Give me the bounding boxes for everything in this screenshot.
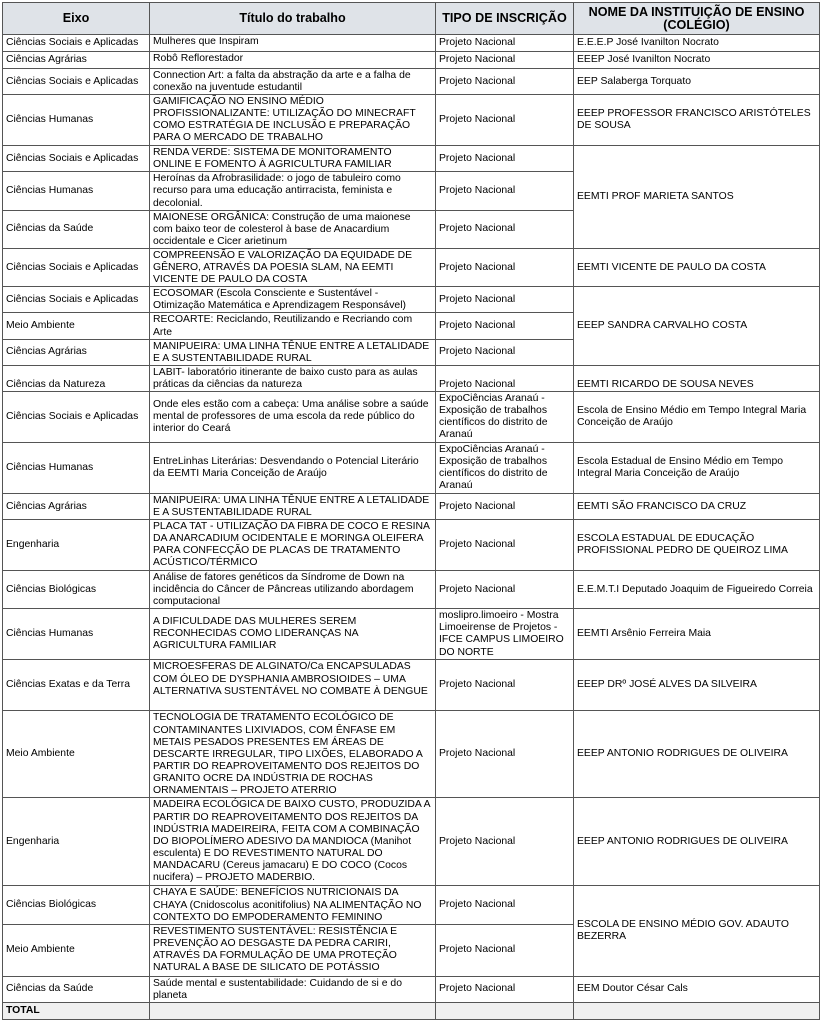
cell-tipo: Projeto Nacional [436,248,574,286]
cell-instituicao: EEEP SANDRA CARVALHO COSTA [574,287,820,366]
cell-titulo: Onde eles estão com a cabeça: Uma análise sobre a saúde mental de professores de uma escola da rede público do interior do Ceará [150,391,436,442]
cell-tipo: Projeto Nacional [436,95,574,146]
projects-table [2,2,820,1020]
header-eixo: Eixo [3,3,150,35]
cell-eixo: Ciências da Saúde [3,976,150,1002]
cell-tipo: Projeto Nacional [436,146,574,172]
table-row [3,95,820,146]
cell-instituicao: EEEP ANTONIO RODRIGUES DE OLIVEIRA [574,711,820,798]
cell-tipo: Projeto Nacional [436,660,574,711]
cell-titulo: Connection Art: a falta da abstração da arte e a falha de conexão na juventude estudantil [150,69,436,95]
cell-titulo: REVESTIMENTO SUSTENTÁVEL: RESISTÊNCIA E PREVENÇÃO AO DESGASTE DA PEDRA CARIRI, ATRAVÉS DA FORMULAÇÃO DE UMA PROTEÇÃO NATURAL A BASE DE SILICATO DE POTÁSSIO [150,924,436,976]
cell-tipo: Projeto Nacional [436,711,574,798]
table-row [3,886,820,924]
table-row [3,52,820,69]
table-row [3,365,820,391]
cell-eixo: Ciências Sociais e Aplicadas [3,391,150,442]
cell-tipo: moslipro.limoeiro - Mostra Limoeirense de Projetos - IFCE CAMPUS LIMOEIRO DO NORTE [436,609,574,660]
cell-titulo: LABIT- laboratório itinerante de baixo custo para as aulas práticas da ciências da natureza [150,365,436,391]
cell-eixo: Engenharia [3,520,150,571]
cell-eixo: Ciências Agrárias [3,339,150,365]
cell-tipo: Projeto Nacional [436,798,574,886]
header-instituicao: NOME DA INSTITUIÇÃO DE ENSINO (COLÉGIO) [574,3,820,35]
cell-titulo: Heroínas da Afrobrasilidade: o jogo de tabuleiro como recurso para uma educação antirracista, feminista e decolonial. [150,172,436,210]
cell-eixo: Ciências Sociais e Aplicadas [3,248,150,286]
cell-titulo: RENDA VERDE: SISTEMA DE MONITORAMENTO ONLINE E FOMENTO À AGRICULTURA FAMILIAR [150,146,436,172]
cell-eixo: Meio Ambiente [3,711,150,798]
cell-eixo: Ciências Humanas [3,442,150,493]
cell-titulo: MADEIRA ECOLÓGICA DE BAIXO CUSTO, PRODUZIDA A PARTIR DO REAPROVEITAMENTO DOS REJEITOS DA INDÚSTRIA MADEIREIRA, FEITA COM A COMBINAÇÃO DO BIOPOLÍMERO ADESIVO DA MANDIOCA (Manihot esculenta) E DO REVESTIMENTO NATURAL DO MANDACARU (Cereus jamacaru) E DO COCO (Cocos nucifera) – PROJETO MADERBIO. [150,798,436,886]
cell-titulo: Saúde mental e sustentabilidade: Cuidando de si e do planeta [150,976,436,1002]
cell-instituicao: EEMTI PROF MARIETA SANTOS [574,146,820,249]
table-row [3,493,820,519]
cell-titulo: CHAYA E SAÚDE: BENEFÍCIOS NUTRICIONAIS DA CHAYA (Cnidoscolus aconitifolius) NA ALIMENTAÇÃO NO CONTEXTO DO EMPODERAMENTO FEMININO [150,886,436,924]
cell-instituicao: ESCOLA DE ENSINO MÉDIO GOV. ADAUTO BEZERRA [574,886,820,976]
cell-titulo: MANIPUEIRA: UMA LINHA TÊNUE ENTRE A LETALIDADE E A SUSTENTABILIDADE RURAL [150,493,436,519]
header-row [3,3,820,35]
cell-eixo: Ciências Agrárias [3,493,150,519]
cell-titulo: MANIPUEIRA: UMA LINHA TÊNUE ENTRE A LETALIDADE E A SUSTENTABILIDADE RURAL [150,339,436,365]
cell-tipo: Projeto Nacional [436,69,574,95]
cell-eixo: Ciências Sociais e Aplicadas [3,287,150,313]
cell-eixo: Ciências Sociais e Aplicadas [3,146,150,172]
cell-tipo: ExpoCiências Aranaú - Exposição de trabalhos científicos do distrito de Aranaú [436,391,574,442]
header-titulo: Título do trabalho [150,3,436,35]
cell-eixo: Ciências Humanas [3,172,150,210]
table-row [3,248,820,286]
cell-instituicao: Escola Estadual de Ensino Médio em Tempo Integral Maria Conceição de Araújo [574,442,820,493]
cell-instituicao: EEEP PROFESSOR FRANCISCO ARISTÓTELES DE SOUSA [574,95,820,146]
total-empty-cell [150,1002,436,1019]
cell-tipo: Projeto Nacional [436,210,574,248]
cell-tipo: Projeto Nacional [436,493,574,519]
cell-eixo: Meio Ambiente [3,924,150,976]
cell-tipo: Projeto Nacional [436,313,574,339]
total-label: TOTAL [3,1002,150,1019]
total-empty-cell [436,1002,574,1019]
cell-eixo: Ciências Sociais e Aplicadas [3,35,150,52]
total-empty-cell [574,1002,820,1019]
cell-instituicao: EEEP José Ivanilton Nocrato [574,52,820,69]
cell-tipo: Projeto Nacional [436,924,574,976]
cell-instituicao: E.E.E.P José Ivanilton Nocrato [574,35,820,52]
cell-instituicao: EEEP DRº JOSÉ ALVES DA SILVEIRA [574,660,820,711]
cell-instituicao: EEMTI SÃO FRANCISCO DA CRUZ [574,493,820,519]
cell-eixo: Ciências da Saúde [3,210,150,248]
cell-eixo: Meio Ambiente [3,313,150,339]
header-tipo: TIPO DE INSCRIÇÃO [436,3,574,35]
cell-instituicao: EEMTI Arsênio Ferreira Maia [574,609,820,660]
cell-tipo: Projeto Nacional [436,172,574,210]
cell-eixo: Ciências Sociais e Aplicadas [3,69,150,95]
cell-titulo: RECOARTE: Reciclando, Reutilizando e Recriando com Arte [150,313,436,339]
cell-titulo: A DIFICULDADE DAS MULHERES SEREM RECONHECIDAS COMO LIDERANÇAS NA AGRICULTURA FAMILIAR [150,609,436,660]
cell-tipo: Projeto Nacional [436,886,574,924]
cell-tipo: Projeto Nacional [436,520,574,571]
cell-tipo: Projeto Nacional [436,52,574,69]
cell-eixo: Ciências Biológicas [3,571,150,609]
cell-titulo: Mulheres que Inspiram [150,35,436,52]
cell-eixo: Ciências Humanas [3,609,150,660]
table-row [3,442,820,493]
cell-instituicao: EEM Doutor César Cals [574,976,820,1002]
cell-tipo: Projeto Nacional [436,339,574,365]
cell-titulo: PLACA TAT - UTILIZAÇÃO DA FIBRA DE COCO E RESINA DA ANARCADIUM OCIDENTALE E MORINGA OLEIFERA PARA CONFECÇÃO DE PLACAS DE TRATAMENTO ACÚSTICO/TÉRMICO [150,520,436,571]
cell-tipo: Projeto Nacional [436,571,574,609]
table-row [3,146,820,172]
cell-titulo: ECOSOMAR (Escola Consciente e Sustentável - Otimização Matemática e Aprendizagem Responsável) [150,287,436,313]
table-row [3,520,820,571]
cell-tipo: Projeto Nacional [436,35,574,52]
cell-instituicao: EEMTI RICARDO DE SOUSA NEVES [574,365,820,391]
table-row [3,391,820,442]
cell-titulo: Análise de fatores genéticos da Síndrome de Down na incidência do Câncer de Pâncreas utilizando abordagem computacional [150,571,436,609]
cell-eixo: Engenharia [3,798,150,886]
table-row [3,35,820,52]
total-row [3,1002,820,1019]
cell-eixo: Ciências Agrárias [3,52,150,69]
cell-instituicao: EEEP ANTONIO RODRIGUES DE OLIVEIRA [574,798,820,886]
table-row [3,660,820,711]
cell-titulo: EntreLinhas Literárias: Desvendando o Potencial Literário da EEMTI Maria Conceição de Araújo [150,442,436,493]
cell-instituicao: E.E.M.T.I Deputado Joaquim de Figueiredo Correia [574,571,820,609]
cell-titulo: TECNOLOGIA DE TRATAMENTO ECOLÓGICO DE CONTAMINANTES LIXIVIADOS, COM ÊNFASE EM METAIS PESADOS PRESENTES EM ÁREAS DE DESCARTE IRREGULAR, TIPO LIXÕES, ELABORADO A PARTIR DO REAPROVEITAMENTO DOS REJEITOS DO GRANITO OCRE DA INDÚSTRIA DE ROCHAS ORNAMENTAIS – PROJETO ATERRIO [150,711,436,798]
table-row [3,287,820,313]
table-row [3,798,820,886]
table-row [3,711,820,798]
table-row [3,976,820,1002]
cell-titulo: Robô Reflorestador [150,52,436,69]
cell-instituicao: Escola de Ensino Médio em Tempo Integral Maria Conceição de Araújo [574,391,820,442]
cell-instituicao: ESCOLA ESTADUAL DE EDUCAÇÃO PROFISSIONAL PEDRO DE QUEIROZ LIMA [574,520,820,571]
cell-instituicao: EEMTI VICENTE DE PAULO DA COSTA [574,248,820,286]
cell-eixo: Ciências Humanas [3,95,150,146]
cell-eixo: Ciências Biológicas [3,886,150,924]
cell-titulo: COMPREENSÃO E VALORIZAÇÃO DA EQUIDADE DE GÊNERO, ATRAVÉS DA POESIA SLAM, NA EEMTI VICENTE DE PAULO DA COSTA [150,248,436,286]
cell-tipo: Projeto Nacional [436,976,574,1002]
cell-eixo: Ciências da Natureza [3,365,150,391]
cell-tipo: Projeto Nacional [436,287,574,313]
cell-tipo: ExpoCiências Aranaú - Exposição de trabalhos científicos do distrito de Aranaú [436,442,574,493]
table-row [3,609,820,660]
cell-eixo: Ciências Exatas e da Terra [3,660,150,711]
table-row [3,571,820,609]
cell-tipo: Projeto Nacional [436,365,574,391]
cell-titulo: GAMIFICAÇÃO NO ENSINO MÉDIO PROFISSIONALIZANTE: UTILIZAÇÃO DO MINECRAFT COMO ESTRATÉGIA DE INCLUSÃO E PREPARAÇÃO PARA O MERCADO DE TRABALHO [150,95,436,146]
table-row [3,69,820,95]
cell-titulo: MAIONESE ORGÂNICA: Construção de uma maionese com baixo teor de colesterol à base de Anacardium occidentale e Cicer arietinum [150,210,436,248]
cell-titulo: MICROESFERAS DE ALGINATO/Ca ENCAPSULADAS COM ÓLEO DE DYSPHANIA AMBROSIOIDES – UMA ALTERNATIVA SUSTENTÁVEL NO COMBATE À DENGUE [150,660,436,711]
cell-instituicao: EEP Salaberga Torquato [574,69,820,95]
